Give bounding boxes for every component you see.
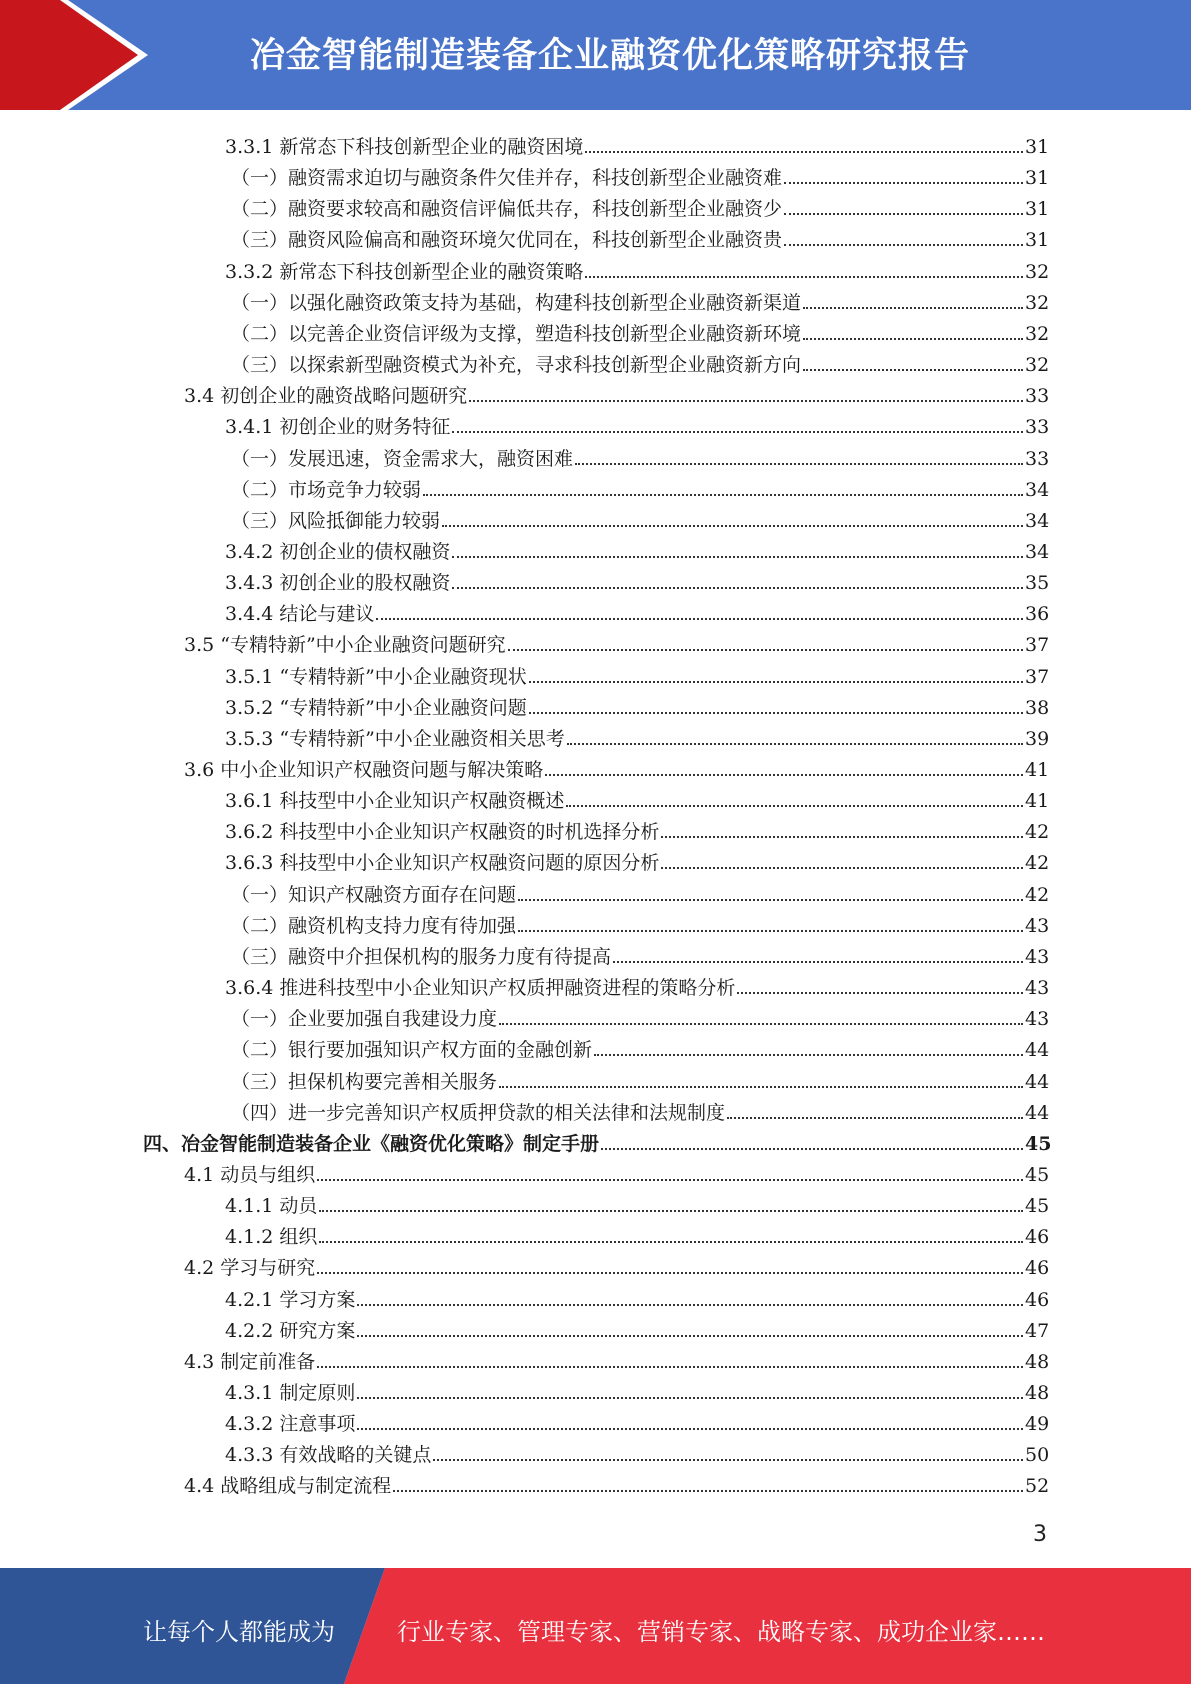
toc-entry[interactable] (231, 1063, 1050, 1094)
toc-dot-leader (585, 151, 1023, 153)
toc-entry-page: 32 (1025, 260, 1050, 283)
toc-entry[interactable] (225, 533, 1050, 564)
toc-entry-title: 4.3.1 制定原则 (225, 1382, 356, 1404)
toc-entry-title: 3.4.1 初创企业的财务特征 (225, 416, 451, 439)
toc-entry[interactable] (225, 1405, 1050, 1436)
toc-entry-page: 43 (1025, 1008, 1050, 1031)
toc-entry-page: 38 (1025, 696, 1050, 719)
toc-entry[interactable] (231, 1031, 1050, 1062)
toc-entry-page: 45 (1025, 1132, 1052, 1155)
page-number: 3 (1033, 1522, 1047, 1547)
toc-dot-leader (784, 244, 1023, 246)
toc-entry[interactable] (231, 471, 1050, 502)
toc-entry-title: （一）发展迅速，资金需求大，融资困难 (231, 447, 574, 470)
page-footer (0, 1568, 1191, 1684)
toc-entry-page: 43 (1025, 945, 1050, 968)
toc-entry-title: 3.5.2 “专精特新”中小企业融资问题 (225, 696, 527, 719)
toc-dot-leader (317, 1366, 1023, 1368)
toc-entry-page: 35 (1025, 572, 1050, 595)
toc-entry-page: 45 (1025, 1195, 1050, 1218)
toc-dot-leader (469, 400, 1023, 402)
toc-dot-leader (567, 743, 1023, 745)
toc-entry-title: 4.3.3 有效战略的关键点 (225, 1444, 432, 1467)
toc-dot-leader (585, 276, 1023, 278)
toc-dot-leader (661, 867, 1023, 869)
toc-entry-page: 33 (1025, 385, 1050, 408)
toc-entry-page: 44 (1025, 1070, 1050, 1093)
toc-entry-title: 3.6.4 推进科技型中小企业知识产权质押融资进程的策略分析 (225, 977, 736, 1000)
toc-dot-leader (357, 1304, 1023, 1306)
toc-entry-title: （二）银行要加强知识产权方面的金融创新 (231, 1039, 593, 1062)
footer-slogan-right: 行业专家、管理专家、营销专家、战略专家、成功企业家…… (397, 1618, 1045, 1646)
toc-dot-leader (376, 618, 1023, 620)
toc-dot-leader (601, 1148, 1023, 1150)
toc-entry-page: 32 (1025, 291, 1050, 314)
toc-entry[interactable] (225, 1281, 1050, 1312)
toc-entry-title: 3.5.1 “专精特新”中小企业融资现状 (225, 665, 527, 688)
toc-entry-title: 4.1.2 组织 (225, 1226, 318, 1249)
toc-entry-title: 4.1.1 动员 (225, 1195, 318, 1218)
toc-dot-leader (803, 369, 1023, 371)
toc-entry-page: 49 (1025, 1413, 1050, 1436)
toc-entry-page: 34 (1025, 509, 1050, 532)
toc-entry[interactable] (225, 1374, 1050, 1405)
toc-entry-page: 39 (1025, 727, 1050, 750)
toc-entry-page: 32 (1025, 322, 1050, 345)
toc-entry-page: 46 (1025, 1226, 1050, 1249)
toc-entry[interactable] (225, 658, 1050, 689)
toc-dot-leader (613, 961, 1023, 963)
toc-entry-title: 3.6.1 科技型中小企业知识产权融资概述 (225, 790, 565, 813)
toc-dot-leader (518, 930, 1023, 932)
toc-entry[interactable] (231, 502, 1050, 533)
toc-entry-page: 32 (1025, 354, 1050, 377)
toc-entry-title: （一）知识产权融资方面存在问题 (231, 883, 517, 906)
toc-entry[interactable] (225, 969, 1050, 1000)
toc-entry-title: （四）进一步完善知识产权质押贷款的相关法律和法规制度 (231, 1101, 726, 1124)
toc-dot-leader (442, 525, 1023, 527)
toc-dot-leader (529, 712, 1023, 714)
toc-dot-leader (433, 1459, 1023, 1461)
toc-entry[interactable] (184, 1343, 1050, 1374)
toc-entry-title: 4.2.2 研究方案 (225, 1319, 356, 1342)
toc-dot-leader (423, 494, 1023, 496)
toc-entry-title: 3.4 初创企业的融资战略问题研究 (184, 385, 468, 408)
toc-dot-leader (357, 1335, 1023, 1337)
toc-entry-page: 33 (1025, 416, 1050, 439)
toc-entry-title: 3.3.2 新常态下科技创新型企业的融资策略 (225, 260, 584, 283)
toc-entry-page: 41 (1025, 790, 1050, 813)
toc-dot-leader (518, 899, 1023, 901)
toc-entry-page: 45 (1025, 1163, 1050, 1186)
toc-entry-title: 3.6 中小企业知识产权融资问题与解决策略 (184, 759, 544, 781)
document-title: 冶金智能制造装备企业融资优化策略研究报告 (250, 36, 971, 76)
toc-entry-page: 44 (1025, 1039, 1050, 1062)
toc-entry-title: 3.6.2 科技型中小企业知识产权融资的时机选择分析 (225, 821, 660, 844)
toc-entry-page: 31 (1025, 198, 1050, 221)
toc-entry-page: 50 (1025, 1444, 1050, 1467)
toc-dot-leader (319, 1241, 1023, 1243)
toc-entry-title: 3.4.3 初创企业的股权融资 (225, 572, 451, 595)
toc-entry[interactable] (231, 221, 1050, 252)
toc-dot-leader (499, 1086, 1023, 1088)
toc-entry[interactable] (225, 253, 1050, 284)
toc-entry[interactable] (225, 720, 1050, 751)
toc-entry-page: 31 (1025, 167, 1050, 190)
toc-entry-page: 34 (1025, 540, 1050, 563)
toc-dot-leader (661, 836, 1023, 838)
toc-dot-leader (317, 1272, 1023, 1274)
toc-entry[interactable] (231, 190, 1050, 221)
toc-entry-title: （一）以强化融资政策支持为基础，构建科技创新型企业融资新渠道 (231, 291, 802, 314)
toc-dot-leader (784, 182, 1023, 184)
toc-entry-page: 52 (1025, 1475, 1050, 1498)
toc-entry[interactable] (231, 876, 1050, 907)
toc-entry[interactable] (225, 689, 1050, 720)
toc-entry-title: 四、冶金智能制造装备企业《融资优化策略》制定手册 (143, 1132, 600, 1155)
toc-entry-page: 48 (1025, 1382, 1050, 1404)
toc-dot-leader (737, 992, 1023, 994)
toc-entry[interactable] (184, 1467, 1050, 1498)
toc-entry[interactable] (225, 782, 1050, 813)
toc-dot-leader (566, 805, 1023, 807)
toc-dot-leader (545, 774, 1023, 776)
toc-entry-title: 3.5 “专精特新”中小企业融资问题研究 (184, 634, 506, 657)
toc-entry-page: 33 (1025, 447, 1050, 470)
toc-entry-page: 42 (1025, 883, 1050, 906)
toc-dot-leader (393, 1490, 1023, 1492)
toc-entry[interactable] (225, 1218, 1050, 1249)
page-header (0, 0, 1191, 110)
toc-entry-page: 41 (1025, 759, 1050, 781)
toc-entry-title: （三）担保机构要完善相关服务 (231, 1070, 498, 1093)
toc-entry-page: 31 (1025, 136, 1050, 158)
toc-dot-leader (319, 1210, 1023, 1212)
toc-entry-page: 43 (1025, 914, 1050, 937)
toc-entry[interactable] (143, 1125, 1052, 1156)
toc-entry-title: 3.4.4 结论与建议 (225, 603, 375, 626)
toc-entry-page: 46 (1025, 1257, 1050, 1280)
toc-entry-page: 43 (1025, 977, 1050, 1000)
toc-entry-page: 37 (1025, 665, 1050, 688)
toc-entry-page: 46 (1025, 1288, 1050, 1311)
toc-entry[interactable] (231, 315, 1050, 346)
toc-entry-title: 4.3.2 注意事项 (225, 1413, 356, 1436)
toc-entry-title: 4.1 动员与组织 (184, 1163, 316, 1186)
toc-entry-title: （三）融资风险偏高和融资环境欠优同在，科技创新型企业融资贵 (231, 229, 783, 252)
toc-entry[interactable] (225, 813, 1050, 844)
toc-entry-title: （一）融资需求迫切与融资条件欠佳并存，科技创新型企业融资难 (231, 167, 783, 190)
toc-entry[interactable] (184, 626, 1050, 657)
toc-entry[interactable] (231, 907, 1050, 938)
toc-dot-leader (357, 1397, 1023, 1399)
toc-entry[interactable] (225, 595, 1050, 626)
toc-dot-leader (803, 338, 1023, 340)
toc-entry[interactable] (225, 128, 1050, 159)
toc-entry[interactable] (225, 408, 1050, 439)
toc-entry-page: 48 (1025, 1350, 1050, 1373)
toc-entry[interactable] (225, 1187, 1050, 1218)
toc-entry-page: 47 (1025, 1319, 1050, 1342)
toc-entry-title: （二）市场竞争力较弱 (231, 478, 422, 501)
toc-entry-page: 42 (1025, 821, 1050, 844)
toc-entry-title: 3.4.2 初创企业的债权融资 (225, 540, 451, 563)
toc-entry-title: 3.6.3 科技型中小企业知识产权融资问题的原因分析 (225, 852, 660, 875)
toc-entry-title: （三）风险抵御能力较弱 (231, 509, 441, 532)
toc-entry-title: （三）融资中介担保机构的服务力度有待提高 (231, 945, 612, 968)
toc-entry-title: （三）以探索新型融资模式为补充，寻求科技创新型企业融资新方向 (231, 354, 802, 377)
footer-slogan-left: 让每个人都能成为 (143, 1618, 335, 1646)
toc-dot-leader (594, 1054, 1023, 1056)
toc-entry-title: 4.4 战略组成与制定流程 (184, 1475, 392, 1498)
toc-dot-leader (508, 649, 1023, 651)
toc-entry-title: 4.3 制定前准备 (184, 1350, 316, 1373)
toc-entry-title: 4.2 学习与研究 (184, 1257, 316, 1280)
toc-dot-leader (452, 431, 1023, 433)
toc-entry[interactable] (231, 938, 1050, 969)
toc-entry[interactable] (231, 346, 1050, 377)
chevron-arrow-icon (0, 0, 160, 110)
toc-entry[interactable] (231, 1094, 1050, 1125)
toc-entry[interactable] (225, 564, 1050, 595)
toc-entry[interactable] (231, 440, 1050, 471)
toc-dot-leader (499, 1023, 1023, 1025)
toc-entry-page: 37 (1025, 634, 1050, 657)
toc-entry[interactable] (184, 751, 1050, 782)
toc-entry-title: 4.2.1 学习方案 (225, 1288, 356, 1311)
toc-entry[interactable] (225, 844, 1050, 875)
toc-entry-page: 44 (1025, 1101, 1050, 1124)
toc-entry[interactable] (225, 1436, 1050, 1467)
toc-entry[interactable] (184, 1156, 1050, 1187)
toc-entry[interactable] (231, 284, 1050, 315)
toc-dot-leader (575, 463, 1023, 465)
toc-entry[interactable] (231, 159, 1050, 190)
toc-dot-leader (727, 1117, 1023, 1119)
toc-entry-page: 36 (1025, 603, 1050, 626)
toc-entry-title: 3.5.3 “专精特新”中小企业融资相关思考 (225, 727, 565, 750)
toc-dot-leader (529, 681, 1023, 683)
toc-entry-page: 31 (1025, 229, 1050, 252)
toc-entry[interactable] (231, 1000, 1050, 1031)
toc-entry-title: （二）融资要求较高和融资信评偏低共存，科技创新型企业融资少 (231, 198, 783, 221)
toc-entry-page: 42 (1025, 852, 1050, 875)
toc-entry-page: 34 (1025, 478, 1050, 501)
toc-dot-leader (357, 1428, 1023, 1430)
toc-dot-leader (317, 1179, 1023, 1181)
toc-entry-title: （二）融资机构支持力度有待加强 (231, 914, 517, 937)
toc-entry-title: （二）以完善企业资信评级为支撑，塑造科技创新型企业融资新环境 (231, 322, 802, 345)
toc-dot-leader (784, 213, 1023, 215)
toc-entry-title: （一）企业要加强自我建设力度 (231, 1008, 498, 1031)
toc-dot-leader (803, 307, 1023, 309)
toc-dot-leader (452, 556, 1023, 558)
toc-entry[interactable] (225, 1312, 1050, 1343)
toc-entry[interactable] (184, 1249, 1050, 1280)
toc-dot-leader (452, 587, 1023, 589)
toc-entry-title: 3.3.1 新常态下科技创新型企业的融资困境 (225, 136, 584, 158)
toc-entry[interactable] (184, 377, 1050, 408)
